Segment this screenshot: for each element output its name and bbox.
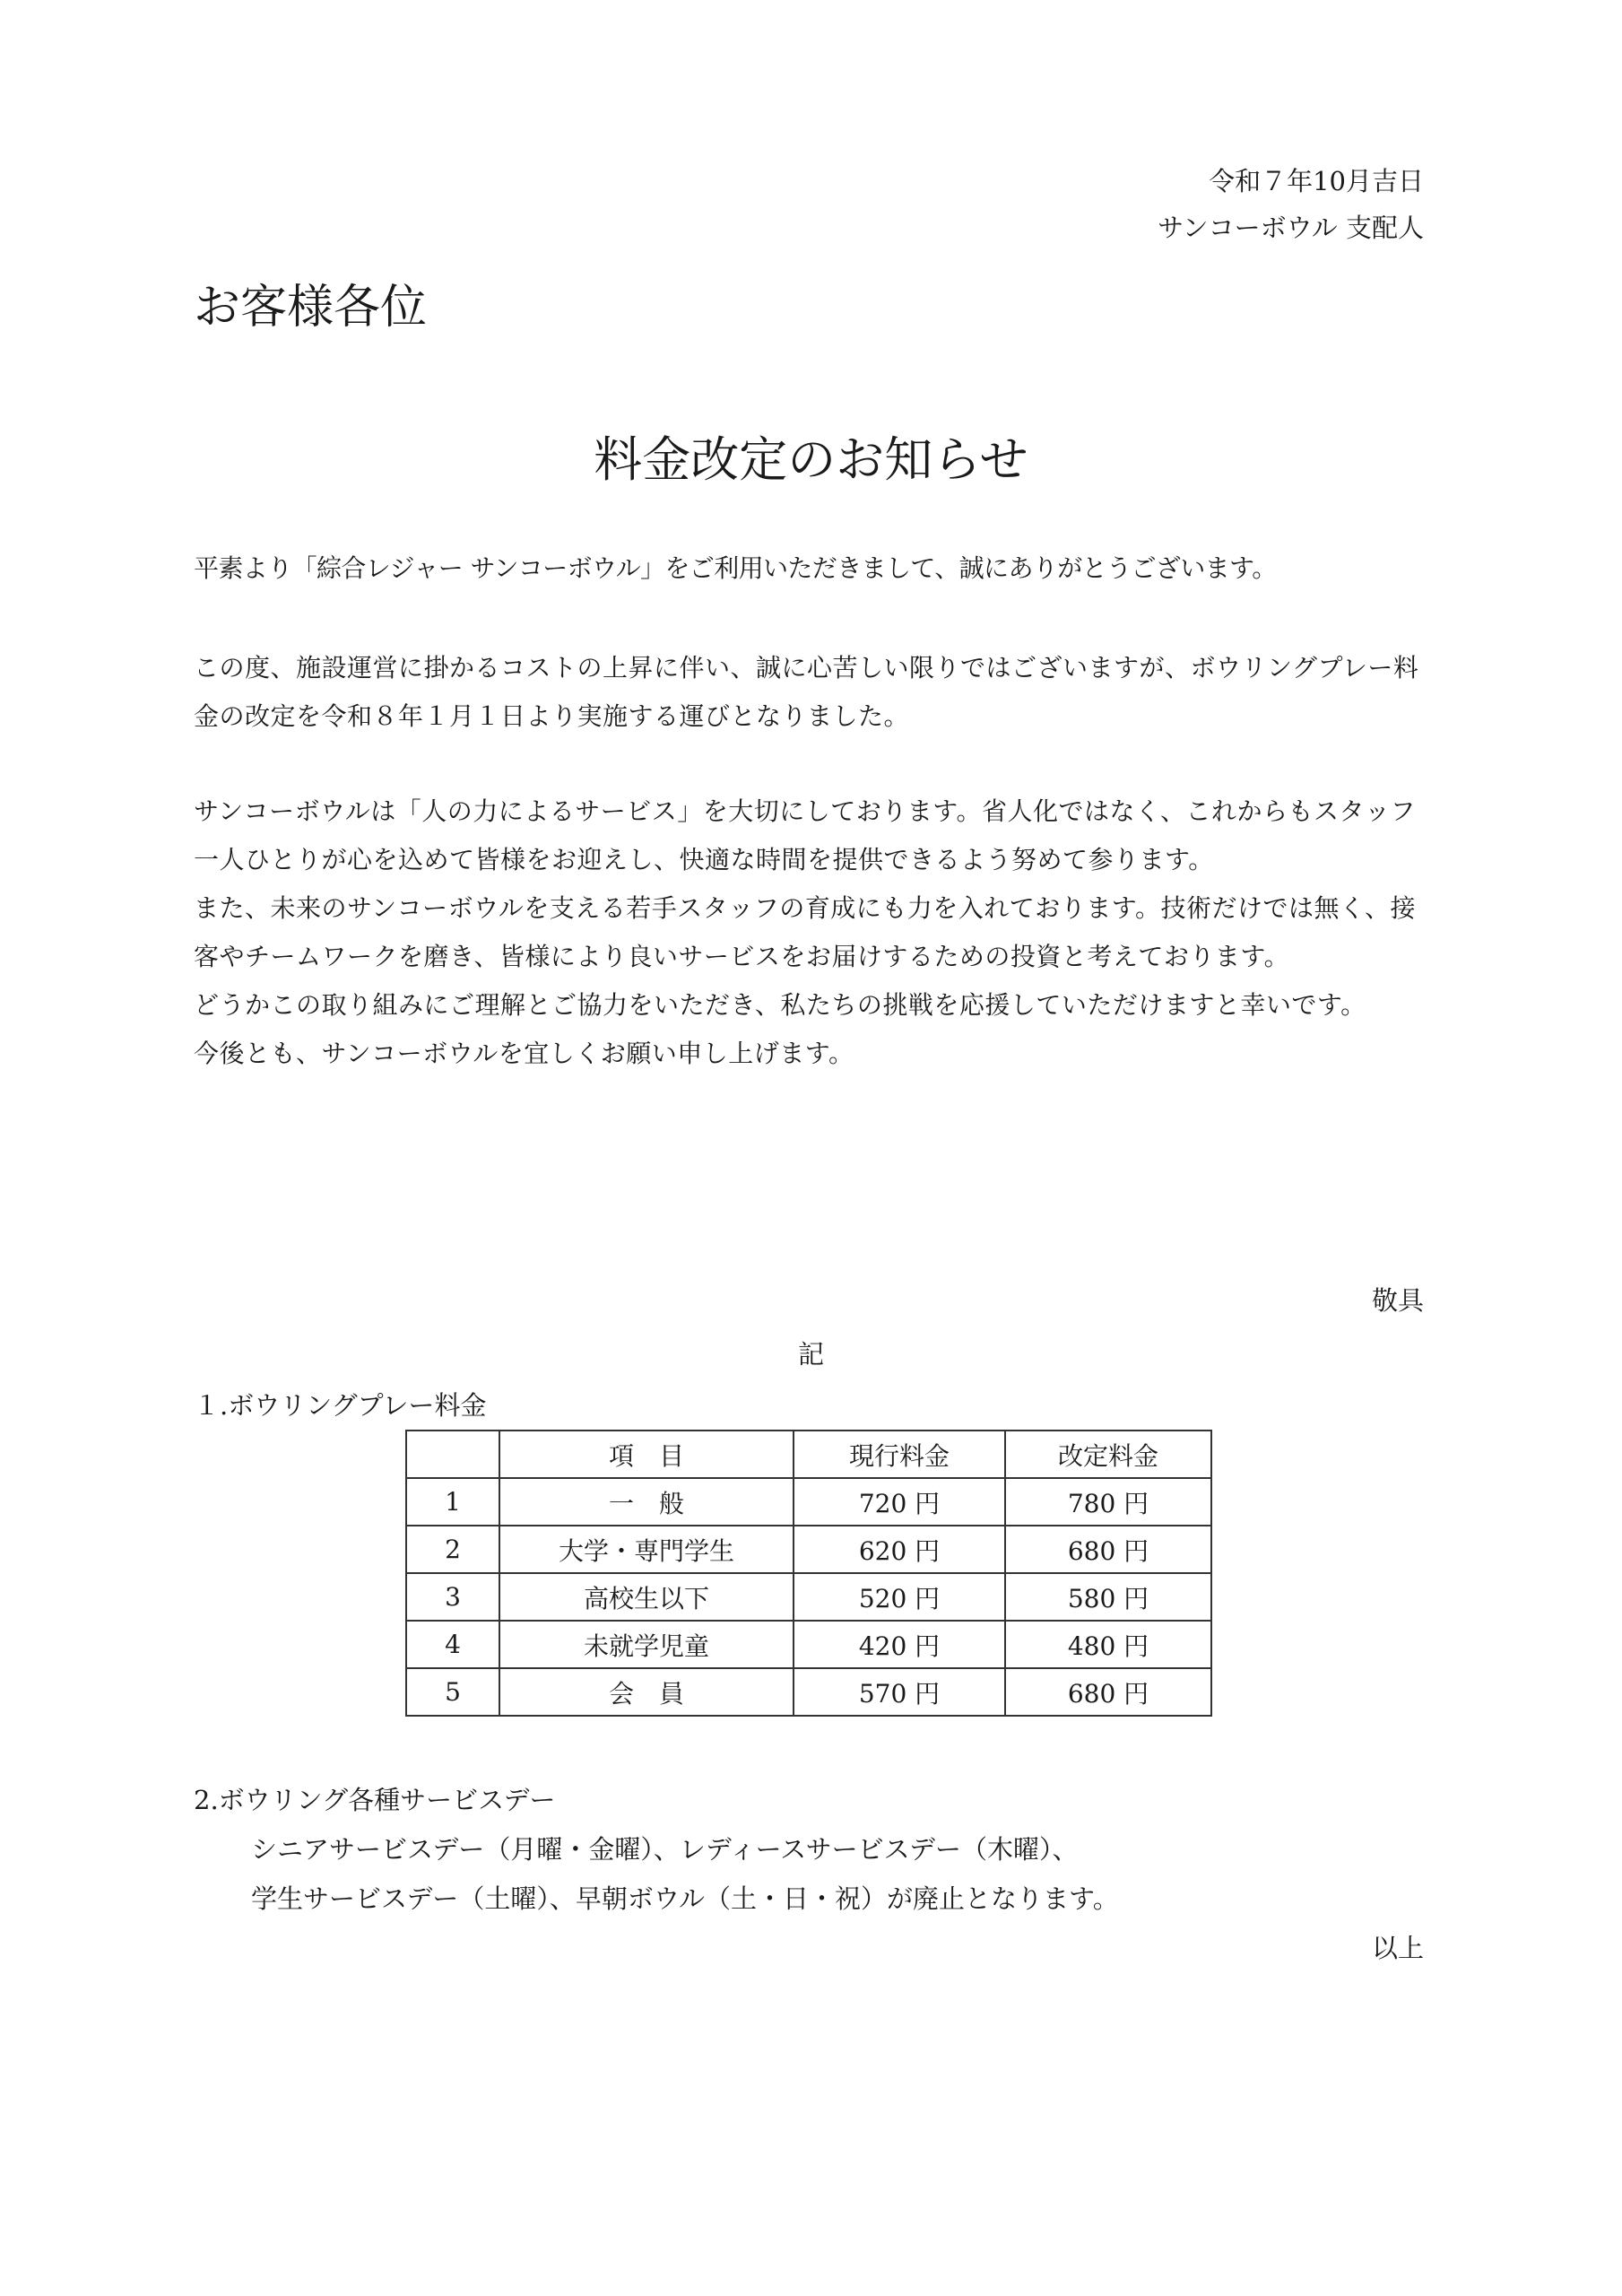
service-day-line: シニアサービスデー（月曜・金曜）、レディースサービスデー（木曜）、 xyxy=(251,1834,1079,1865)
row-revised-fee: 680 円 xyxy=(1005,1526,1211,1573)
document-title: 料金改定のお知らせ xyxy=(594,431,1028,488)
row-revised-fee: 780 円 xyxy=(1005,1478,1211,1526)
row-revised-fee: 680 円 xyxy=(1005,1668,1211,1716)
announcement-paragraph: この度、施設運営に掛かるコストの上昇に伴い、誠に心苦しい限りではございますが、ボウリングプレー料金の改定を令和８年１月１日より実施する運びとなりました。 xyxy=(194,653,1419,731)
table-row xyxy=(406,1573,1211,1621)
row-number: 5 xyxy=(406,1668,499,1716)
row-current-fee: 620 円 xyxy=(794,1526,1005,1573)
row-item: 未就学児童 xyxy=(499,1621,794,1668)
salutation: お客様各位 xyxy=(194,281,428,335)
row-revised-fee: 480 円 xyxy=(1005,1621,1211,1668)
message-block xyxy=(194,787,1431,1078)
row-item: 一 般 xyxy=(499,1478,794,1526)
row-current-fee: 420 円 xyxy=(794,1621,1005,1668)
row-current-fee: 720 円 xyxy=(794,1478,1005,1526)
header-cell-current-fee: 現行料金 xyxy=(794,1431,1005,1478)
header-cell-item: 項 目 xyxy=(499,1431,794,1478)
message-paragraph: サンコーボウルは「人の力によるサービス」を大切にしております。省人化ではなく、これからもスタッフ一人ひとりが心を込めて皆様をお迎えし、快適な時間を提供できるよう努めて参ります。 xyxy=(194,796,1416,874)
table-row xyxy=(406,1526,1211,1573)
message-paragraph: どうかこの取り組みにご理解とご協力をいただき、私たちの挑戦を応援していただけますと幸いです。 xyxy=(194,990,1366,1020)
row-item: 高校生以下 xyxy=(499,1573,794,1621)
section1-heading: １.ボウリングプレー料金 xyxy=(194,1390,487,1421)
row-current-fee: 520 円 xyxy=(794,1573,1005,1621)
header-cell-revised-fee: 改定料金 xyxy=(1005,1431,1211,1478)
row-number: 1 xyxy=(406,1478,499,1526)
message-paragraph: 今後とも、サンコーボウルを宜しくお願い申し上げます。 xyxy=(194,1039,854,1068)
greeting-paragraph: 平素より「綜合レジャー サンコーボウル」をご利用いただきまして、誠にありがとうございます。 xyxy=(194,553,1277,583)
row-item: 大学・専門学生 xyxy=(499,1526,794,1573)
fee-table xyxy=(405,1430,1212,1717)
table-row xyxy=(406,1668,1211,1716)
notes-heading: 記 xyxy=(797,1339,824,1370)
row-number: 2 xyxy=(406,1526,499,1573)
section2-heading: 2.ボウリング各種サービスデー xyxy=(194,1785,556,1815)
row-number: 4 xyxy=(406,1621,499,1668)
service-day-line: 学生サービスデー（土曜）、早朝ボウル（土・日・祝）が廃止となります。 xyxy=(251,1883,1119,1914)
end-mark: 以上 xyxy=(1371,1933,1424,1963)
closing-keigu: 敬具 xyxy=(1371,1285,1424,1316)
table-row xyxy=(406,1478,1211,1526)
sender-name: サンコーボウル 支配人 xyxy=(1158,213,1424,243)
table-row xyxy=(406,1621,1211,1668)
row-number: 3 xyxy=(406,1573,499,1621)
header-cell-number xyxy=(406,1431,499,1478)
table-header-row xyxy=(406,1431,1211,1478)
row-current-fee: 570 円 xyxy=(794,1668,1005,1716)
message-paragraph: また、未来のサンコーボウルを支える若手スタッフの育成にも力を入れております。技術だけでは無く、接客やチームワークを磨き、皆様により良いサービスをお届けするための投資と考えております。 xyxy=(194,893,1416,971)
document-date: 令和７年10月吉日 xyxy=(1209,166,1424,196)
row-item: 会 員 xyxy=(499,1668,794,1716)
row-revised-fee: 580 円 xyxy=(1005,1573,1211,1621)
